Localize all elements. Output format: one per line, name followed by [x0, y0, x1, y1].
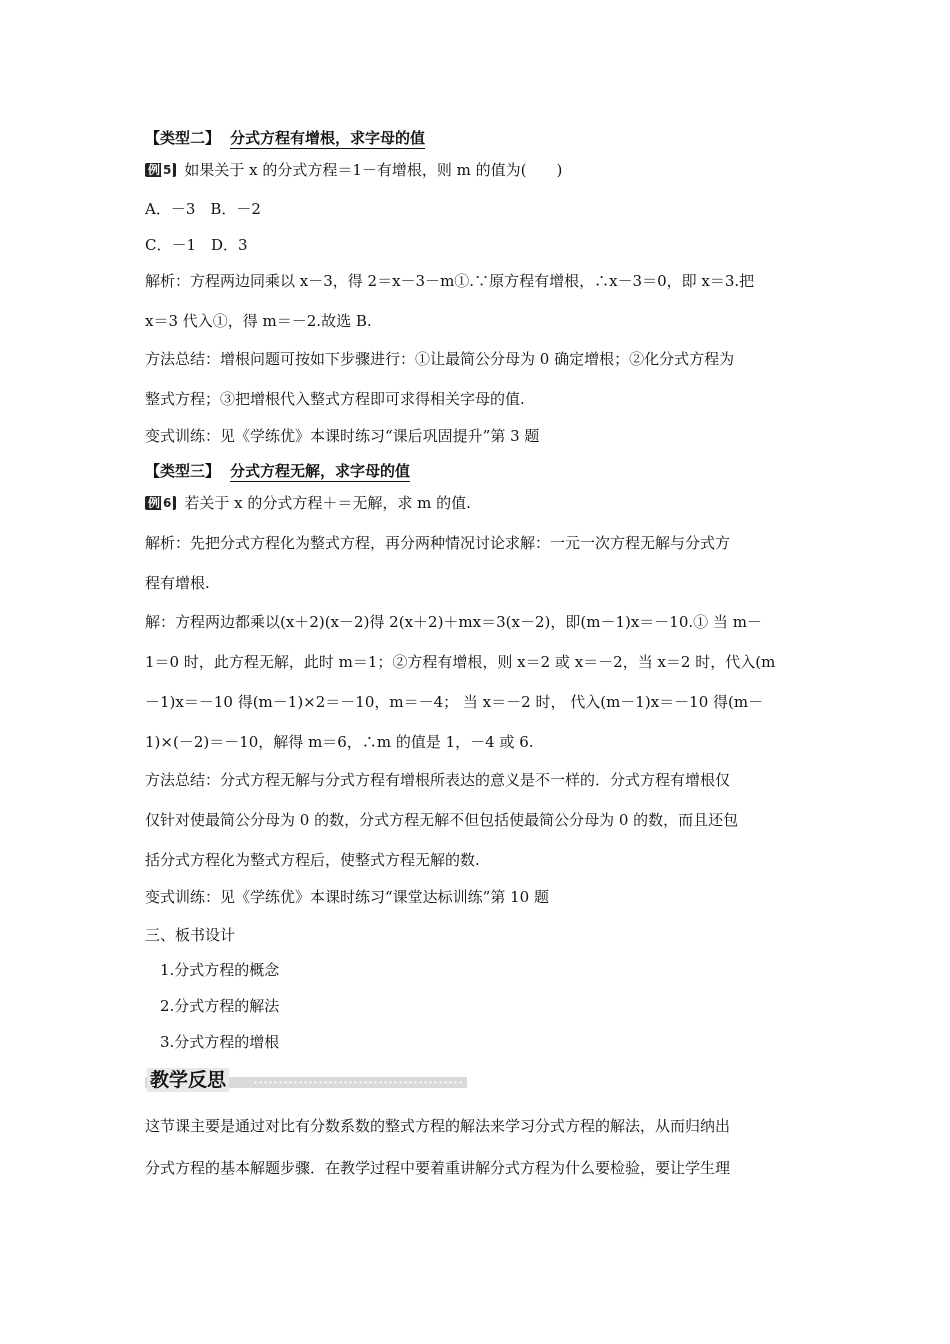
board-design-heading: 三、板书设计: [145, 926, 236, 944]
type3-heading: [145, 461, 410, 481]
example-6-badge: 例 6: [145, 496, 176, 510]
example-6-method-line-1: 方法总结：分式方程无解与分式方程有增根所表达的意义是不一样的．分式方程有增根仅: [145, 771, 731, 789]
example-6-solution-line-3: －1)x＝－10 得(m－1)×2＝－10，m＝－4； 当 x＝－2 时， 代入(m－1)x＝－10 得(m－: [145, 693, 764, 711]
example-6-solution-line-4: 1)×(－2)＝－10，解得 m＝6，∴m 的值是 1，－4 或 6.: [145, 733, 534, 751]
example-6-analysis-line-2: 程有增根.: [145, 574, 210, 592]
reflection-banner-dots: [253, 1080, 463, 1085]
example-6-analysis-line-1: 解析：先把分式方程化为整式方程，再分两种情况讨论求解：一元一次方程无解与分式方: [145, 534, 731, 552]
type2-title: 分式方程有增根，求字母的值: [230, 129, 426, 147]
example-6-solution-line-1: 解：方程两边都乘以(x＋2)(x－2)得 2(x＋2)＋mx＝3(x－2)，即(m－1)x＝－10.① 当 m－: [145, 613, 762, 631]
type3-tag: 【类型三】: [145, 462, 221, 480]
board-item-1: 1.分式方程的概念: [160, 961, 280, 979]
example-6-method-line-3: 括分式方程化为整式方程后，使整式方程无解的数.: [145, 851, 480, 869]
reflection-text-line-1: 这节课主要是通过对比有分数系数的整式方程的解法来学习分式方程的解法，从而归纳出: [145, 1117, 731, 1135]
example-5-analysis-line-2: x＝3 代入①，得 m＝－2.故选 B.: [145, 312, 372, 330]
example-5-practice: 变式训练：见《学练优》本课时练习“课后巩固提升”第 3 题: [145, 427, 540, 445]
example-6-question: [145, 493, 471, 513]
teaching-reflection-banner: [145, 1068, 467, 1092]
example-5-method-line-1: 方法总结：增根问题可按如下步骤进行：①让最简公分母为 0 确定增根；②化分式方程为: [145, 350, 735, 368]
example-6-practice: 变式训练：见《学练优》本课时练习“课堂达标训练”第 10 题: [145, 888, 549, 906]
example-5-text: 如果关于 x 的分式方程＝1－有增根，则 m 的值为( ): [184, 161, 563, 179]
example-5-question: [145, 160, 562, 180]
example-5-badge: 例 5: [145, 163, 176, 177]
example-5-options-cd: C．－1 D．3: [145, 236, 248, 254]
board-item-2: 2.分式方程的解法: [160, 997, 280, 1015]
type2-heading: [145, 128, 425, 148]
reflection-text-line-2: 分式方程的基本解题步骤．在教学过程中要着重讲解分式方程为什么要检验，要让学生理: [145, 1159, 731, 1177]
example-5-options-ab: A．－3 B．－2: [145, 200, 261, 218]
type2-tag: 【类型二】: [145, 129, 221, 147]
board-item-3: 3.分式方程的增根: [160, 1033, 280, 1051]
example-6-method-line-2: 仅针对使最简公分母为 0 的数，分式方程无解不但包括使最简公分母为 0 的数，而且还包: [145, 811, 739, 829]
example-6-solution-line-2: 1＝0 时，此方程无解，此时 m＝1；②方程有增根，则 x＝2 或 x＝－2，当 x＝2 时，代入(m: [145, 653, 776, 671]
example-5-analysis-line-1: 解析：方程两边同乘以 x－3，得 2＝x－3－m①.∵原方程有增根，∴x－3＝0，即 x＝3.把: [145, 272, 755, 290]
example-6-text: 若关于 x 的分式方程＋＝无解，求 m 的值.: [184, 494, 471, 512]
example-5-method-line-2: 整式方程；③把增根代入整式方程即可求得相关字母的值.: [145, 390, 525, 408]
type3-title: 分式方程无解，求字母的值: [230, 462, 411, 480]
reflection-label: 教学反思: [147, 1068, 229, 1092]
